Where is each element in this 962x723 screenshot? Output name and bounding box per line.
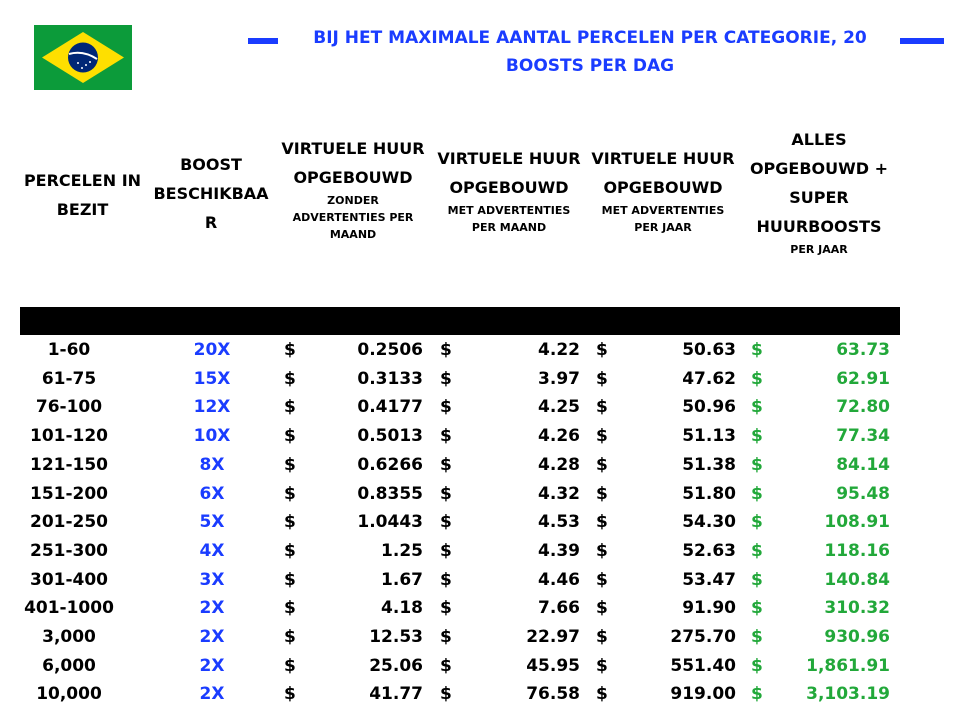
- parcels-cell: 401-1000: [24, 598, 114, 619]
- currency-symbol: $: [751, 426, 763, 447]
- rent-no-ads-month-cell: 12.53: [369, 627, 423, 647]
- rent-ads-month-cell: 45.95: [526, 655, 580, 676]
- rent-ads-month-cell: 4.28: [538, 454, 580, 475]
- boost-cell: 10X: [193, 426, 231, 447]
- currency-symbol: $: [596, 655, 608, 676]
- boost-cell: 2X: [199, 627, 225, 647]
- currency-symbol: $: [751, 512, 763, 533]
- rent-no-ads-month-cell: 0.8355: [357, 483, 423, 504]
- currency-symbol: $: [284, 655, 296, 676]
- boost-cell: 12X: [193, 397, 231, 418]
- currency-symbol: $: [284, 540, 296, 561]
- superboost-year-cell: 3,103.19: [806, 684, 890, 705]
- header-boost: [150, 150, 272, 237]
- rent-no-ads-month-cell: 0.4177: [357, 397, 423, 418]
- currency-symbol: $: [596, 454, 608, 475]
- currency-symbol: $: [751, 340, 763, 360]
- superboost-year-cell: 930.96: [824, 627, 890, 647]
- rent-ads-year-cell: 50.63: [682, 340, 736, 360]
- currency-symbol: $: [751, 540, 763, 561]
- parcels-cell: 121-150: [29, 454, 109, 475]
- currency-symbol: $: [440, 397, 452, 418]
- table-row: [0, 623, 962, 651]
- rent-ads-year-cell: 54.30: [682, 512, 736, 533]
- rent-ads-month-cell: 76.58: [526, 684, 580, 705]
- table-row: [0, 480, 962, 508]
- parcels-cell: 201-250: [29, 512, 109, 533]
- currency-symbol: $: [596, 598, 608, 619]
- parcels-cell: 101-120: [29, 426, 109, 447]
- rent-no-ads-month-cell: 1.67: [381, 569, 423, 590]
- table-row: [0, 652, 962, 680]
- currency-symbol: $: [284, 454, 296, 475]
- rent-ads-year-cell: 52.63: [682, 540, 736, 561]
- header-col1-sub1: ZONDER: [327, 194, 379, 207]
- parcels-cell: 61-75: [41, 368, 97, 389]
- currency-symbol: $: [284, 397, 296, 418]
- rent-ads-month-cell: 4.25: [538, 397, 580, 418]
- header-col3-line2: OPGEBOUWD: [603, 178, 723, 197]
- rent-ads-month-cell: 4.22: [538, 340, 580, 360]
- header-col4-line4: HUURBOOSTS: [756, 217, 882, 236]
- currency-symbol: $: [596, 397, 608, 418]
- currency-symbol: $: [751, 454, 763, 475]
- currency-symbol: $: [596, 483, 608, 504]
- superboost-year-cell: 108.91: [824, 512, 890, 533]
- header-rent-ads-month: [432, 144, 586, 236]
- rent-ads-month-cell: 22.97: [526, 627, 580, 647]
- currency-symbol: $: [284, 512, 296, 533]
- rent-ads-year-cell: 47.62: [682, 368, 736, 389]
- table-row: [0, 566, 962, 594]
- table-row: [0, 451, 962, 479]
- currency-symbol: $: [751, 655, 763, 676]
- currency-symbol: $: [440, 655, 452, 676]
- superboost-year-cell: 77.34: [836, 426, 890, 447]
- boost-cell: 20X: [193, 340, 231, 360]
- header-boost-line1: BOOST: [180, 155, 242, 174]
- rent-ads-month-cell: 4.39: [538, 540, 580, 561]
- rent-ads-year-cell: 91.90: [682, 598, 736, 619]
- boost-cell: 4X: [199, 540, 225, 561]
- rent-ads-month-cell: 7.66: [538, 598, 580, 619]
- header-col2-sub2: PER MAAND: [471, 221, 547, 234]
- superboost-year-cell: 72.80: [836, 397, 890, 418]
- superboost-year-cell: 63.73: [836, 340, 890, 360]
- parcels-cell: 10,000: [36, 684, 102, 705]
- currency-symbol: $: [284, 483, 296, 504]
- parcels-cell: 151-200: [29, 483, 109, 504]
- currency-symbol: $: [284, 684, 296, 705]
- currency-symbol: $: [596, 368, 608, 389]
- header-col1-line1: VIRTUELE HUUR: [281, 139, 425, 158]
- header-boost-line2: BESCHIKBAA: [153, 184, 269, 203]
- currency-symbol: $: [751, 598, 763, 619]
- header-all-built-superboosts: [745, 125, 893, 258]
- rent-no-ads-month-cell: 25.06: [369, 655, 423, 676]
- table-row: [0, 537, 962, 565]
- table-row: [0, 422, 962, 450]
- currency-symbol: $: [751, 627, 763, 647]
- currency-symbol: $: [596, 627, 608, 647]
- currency-symbol: $: [440, 512, 452, 533]
- boost-cell: 8X: [199, 454, 225, 475]
- currency-symbol: $: [596, 540, 608, 561]
- boost-cell: 2X: [199, 655, 225, 676]
- header-col2-line2: OPGEBOUWD: [449, 178, 569, 197]
- superboost-year-cell: 84.14: [836, 454, 890, 475]
- page-title: BIJ HET MAXIMALE AANTAL PERCELEN PER CATEGORIE, 20 BOOSTS PER DAG: [313, 28, 867, 76]
- boost-cell: 5X: [199, 512, 225, 533]
- table-row: [0, 680, 962, 708]
- currency-symbol: $: [440, 368, 452, 389]
- boost-cell: 2X: [199, 598, 225, 619]
- header-col2-line1: VIRTUELE HUUR: [437, 149, 581, 168]
- currency-symbol: $: [440, 340, 452, 360]
- parcels-cell: 76-100: [35, 397, 103, 418]
- currency-symbol: $: [596, 340, 608, 360]
- superboost-year-cell: 140.84: [824, 569, 890, 590]
- rent-no-ads-month-cell: 1.25: [381, 540, 423, 561]
- rent-ads-month-cell: 4.26: [538, 426, 580, 447]
- currency-symbol: $: [284, 627, 296, 647]
- currency-symbol: $: [751, 368, 763, 389]
- table-row: [0, 594, 962, 622]
- boost-cell: 6X: [199, 483, 225, 504]
- header-col3-sub1: MET ADVERTENTIES: [601, 204, 725, 217]
- rent-no-ads-month-cell: 0.5013: [357, 426, 423, 447]
- rent-no-ads-month-cell: 41.77: [369, 684, 423, 705]
- currency-symbol: $: [596, 426, 608, 447]
- rent-ads-month-cell: 4.32: [538, 483, 580, 504]
- header-parcels-label: PERCELEN IN BEZIT: [23, 171, 142, 219]
- rent-ads-year-cell: 51.38: [682, 454, 736, 475]
- currency-symbol: $: [440, 426, 452, 447]
- superboost-year-cell: 118.16: [824, 540, 890, 561]
- rent-ads-year-cell: 275.70: [670, 627, 736, 647]
- currency-symbol: $: [440, 569, 452, 590]
- header-col1-line2: OPGEBOUWD: [293, 168, 413, 187]
- header-rent-no-ads-month: [276, 134, 430, 243]
- rent-no-ads-month-cell: 1.0443: [357, 512, 423, 533]
- parcels-cell: 6,000: [42, 655, 96, 676]
- rent-ads-year-cell: 551.40: [670, 655, 736, 676]
- rent-ads-year-cell: 51.13: [682, 426, 736, 447]
- currency-symbol: $: [440, 540, 452, 561]
- rent-ads-month-cell: 3.97: [538, 368, 580, 389]
- header-col4-line3: SUPER: [789, 188, 849, 207]
- currency-symbol: $: [596, 684, 608, 705]
- currency-symbol: $: [284, 569, 296, 590]
- header-parcels: [20, 166, 145, 224]
- rent-ads-month-cell: 4.53: [538, 512, 580, 533]
- header-col3-line1: VIRTUELE HUUR: [591, 149, 735, 168]
- rent-ads-year-cell: 919.00: [670, 684, 736, 705]
- boost-cell: 3X: [199, 569, 225, 590]
- currency-symbol: $: [440, 684, 452, 705]
- rent-no-ads-month-cell: 0.2506: [357, 340, 423, 360]
- title-decor-right: [900, 38, 944, 44]
- superboost-year-cell: 310.32: [824, 598, 890, 619]
- header-divider: [20, 307, 900, 335]
- header-col1-sub2: ADVERTENTIES PER: [292, 211, 414, 224]
- table-row: [0, 336, 962, 364]
- currency-symbol: $: [440, 483, 452, 504]
- currency-symbol: $: [751, 483, 763, 504]
- rent-no-ads-month-cell: 0.6266: [357, 454, 423, 475]
- currency-symbol: $: [440, 627, 452, 647]
- currency-symbol: $: [751, 397, 763, 418]
- header-rent-ads-year: [588, 144, 738, 236]
- table-row: [0, 508, 962, 536]
- currency-symbol: $: [440, 454, 452, 475]
- rent-ads-year-cell: 50.96: [682, 397, 736, 418]
- superboost-year-cell: 1,861.91: [806, 655, 890, 676]
- header-col1-sub3: MAAND: [329, 228, 377, 241]
- rent-ads-month-cell: 4.46: [538, 569, 580, 590]
- currency-symbol: $: [440, 598, 452, 619]
- header-col4-line1: ALLES: [791, 130, 847, 149]
- header-col2-sub1: MET ADVERTENTIES: [447, 204, 571, 217]
- rent-ads-year-cell: 51.80: [682, 483, 736, 504]
- title-decor-left: [248, 38, 278, 44]
- parcels-cell: 3,000: [42, 627, 96, 647]
- superboost-year-cell: 62.91: [836, 368, 890, 389]
- boost-cell: 15X: [193, 368, 231, 389]
- header-col4-line2: OPGEBOUWD +: [749, 159, 889, 178]
- rent-no-ads-month-cell: 0.3133: [357, 368, 423, 389]
- currency-symbol: $: [284, 426, 296, 447]
- header-col4-sub: PER JAAR: [790, 243, 848, 256]
- currency-symbol: $: [596, 569, 608, 590]
- parcels-cell: 301-400: [29, 569, 109, 590]
- boost-cell: 2X: [199, 684, 225, 705]
- header-boost-line3: R: [204, 213, 218, 232]
- currency-symbol: $: [751, 569, 763, 590]
- rent-no-ads-month-cell: 4.18: [381, 598, 423, 619]
- table-row: [0, 393, 962, 421]
- parcels-cell: 1-60: [47, 340, 91, 360]
- header-col3-sub2: PER JAAR: [634, 221, 692, 234]
- currency-symbol: $: [284, 340, 296, 360]
- superboost-year-cell: 95.48: [836, 483, 890, 504]
- table-row: [0, 365, 962, 393]
- rent-ads-year-cell: 53.47: [682, 569, 736, 590]
- currency-symbol: $: [284, 368, 296, 389]
- currency-symbol: $: [284, 598, 296, 619]
- currency-symbol: $: [596, 512, 608, 533]
- brazil-flag-icon: [34, 25, 132, 90]
- currency-symbol: $: [751, 684, 763, 705]
- parcels-cell: 251-300: [29, 540, 109, 561]
